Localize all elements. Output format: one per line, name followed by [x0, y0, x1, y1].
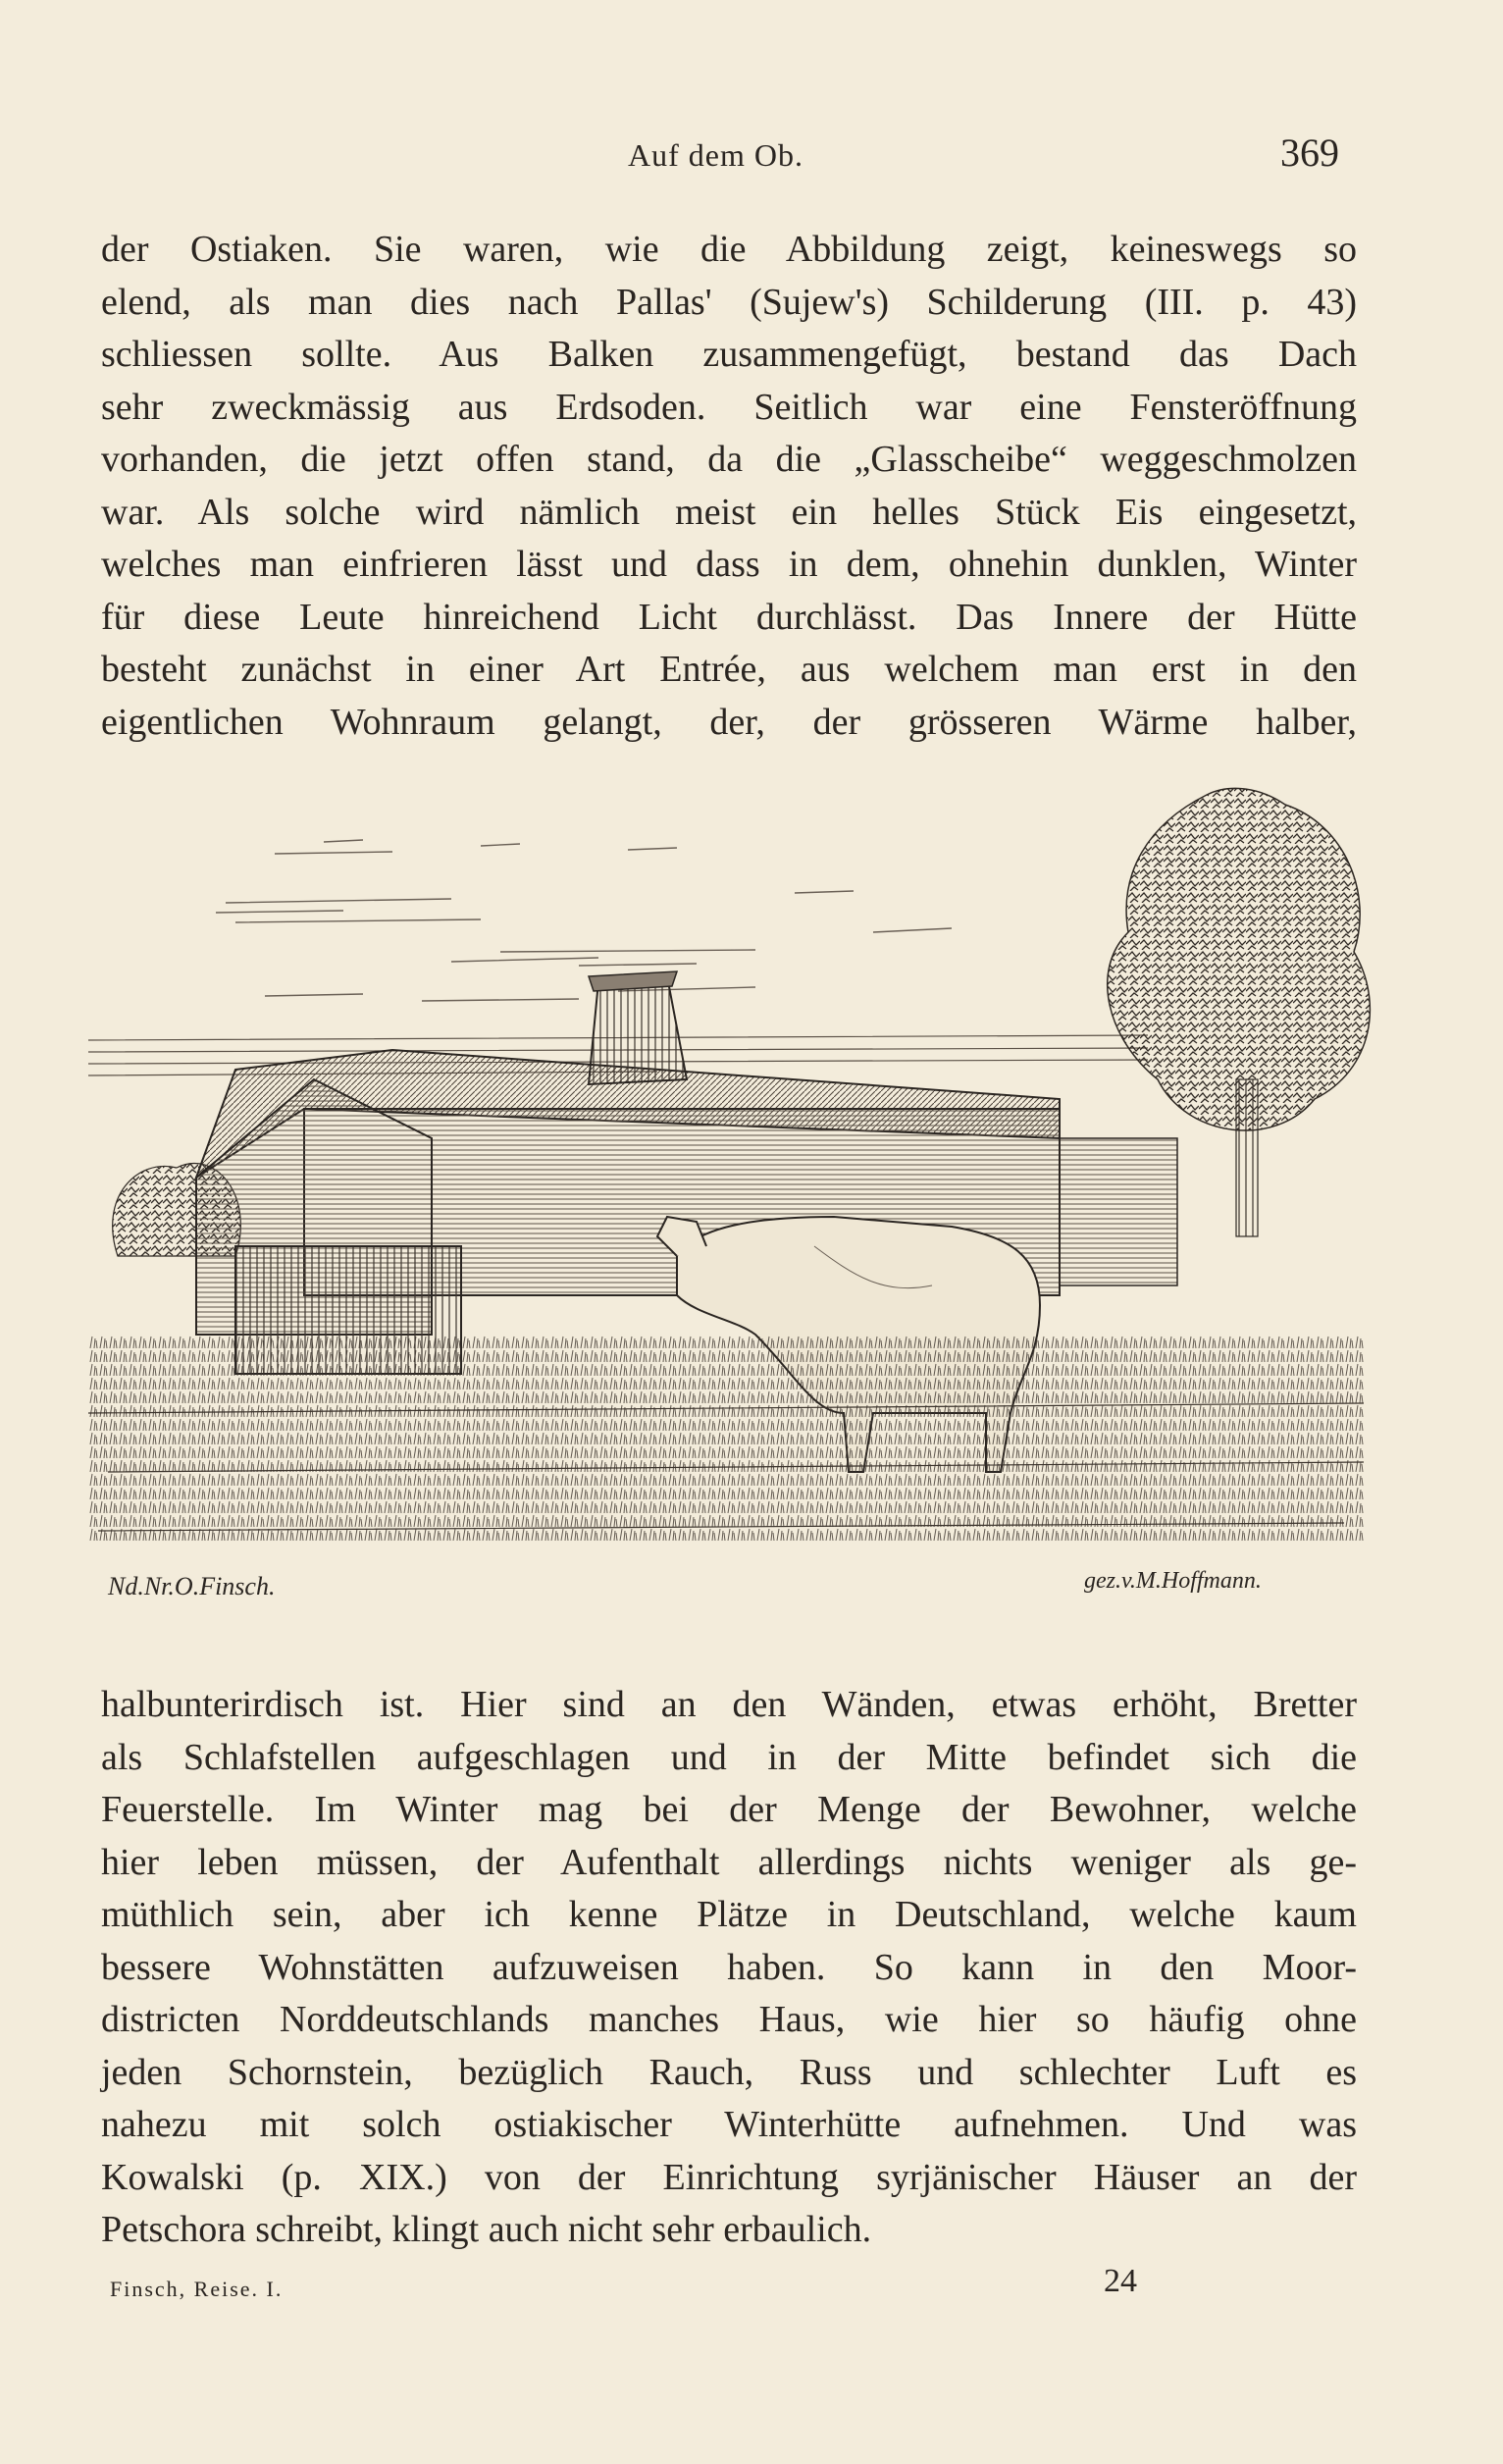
text-line: besteht zunächst in einer Art Entrée, aus welchem man erst in den: [101, 649, 1357, 690]
sky-clouds: [216, 840, 952, 1001]
text-line: der Ostiaken. Sie waren, wie die Abbildung zeigt, keineswegs so: [101, 229, 1357, 270]
running-title: Auf dem Ob.: [628, 137, 803, 173]
text-line: nahezu mit solch ostiakischer Winterhütte aufnehmen. Und was: [101, 2104, 1357, 2145]
text-line: eigentlichen Wohnraum gelangt, der, der grösseren Wärme halber,: [101, 701, 1357, 743]
text-line: hier leben müssen, der Aufenthalt allerdings nichts weniger als ge-: [101, 1841, 1357, 1883]
text-line: war. Als solche wird nämlich meist ein helles Stück Eis eingesetzt,: [101, 491, 1357, 533]
text-line: districten Norddeutschlands manches Haus, wie hier so häufig ohne: [101, 1999, 1357, 2040]
text-line: halbunterirdisch ist. Hier sind an den Wänden, etwas erhöht, Bretter: [101, 1684, 1357, 1725]
text-line: müthlich sein, aber ich kenne Plätze in Deutschland, welche kaum: [101, 1894, 1357, 1935]
text-line: sehr zweckmässig aus Erdsoden. Seitlich war eine Fensteröffnung: [101, 386, 1357, 428]
engraving-illustration: [69, 785, 1383, 1570]
text-line: elend, als man dies nach Pallas' (Sujew's) Schilderung (III. p. 43): [101, 281, 1357, 323]
artist-credit: gez.v.M.Hoffmann.: [1084, 1568, 1262, 1594]
text-line: vorhanden, die jetzt offen stand, da die „Glasscheibe“ weggeschmolzen: [101, 439, 1357, 480]
sheet-number: 24: [1104, 2263, 1137, 2299]
text-line: Kowalski (p. XIX.) von der Einrichtung syrjänischer Häuser an der: [101, 2156, 1357, 2198]
page-number: 369: [1280, 131, 1339, 175]
running-head: [0, 128, 1503, 186]
text-line: schliessen sollte. Aus Balken zusammengefügt, bestand das Dach: [101, 334, 1357, 375]
text-line: welches man einfrieren lässt und dass in dem, ohnehin dunklen, Winter: [101, 544, 1357, 585]
grass-ground: [88, 1335, 1364, 1541]
text-line: als Schlafstellen aufgeschlagen und in der Mitte befindet sich die: [101, 1736, 1357, 1778]
text-line: Feuerstelle. Im Winter mag bei der Menge der Bewohner, welche: [101, 1789, 1357, 1830]
paragraph-bottom: [101, 1679, 1357, 2257]
text-line: Petschora schreibt, klingt auch nicht sehr erbaulich.: [101, 2209, 872, 2250]
engraver-credit: Nd.Nr.O.Finsch.: [108, 1572, 276, 1600]
engraving-ostiak-winter-hut: [69, 785, 1383, 1619]
paragraph-top: [101, 224, 1357, 749]
text-line: bessere Wohnstätten aufzuweisen haben. So kann in den Moor-: [101, 1946, 1357, 1988]
printer-signature: Finsch, Reise. I.: [110, 2277, 284, 2301]
text-line: für diese Leute hinreichend Licht durchlässt. Das Innere der Hütte: [101, 596, 1357, 638]
text-line: jeden Schornstein, bezüglich Rauch, Russ und schlechter Luft es: [101, 2051, 1357, 2093]
